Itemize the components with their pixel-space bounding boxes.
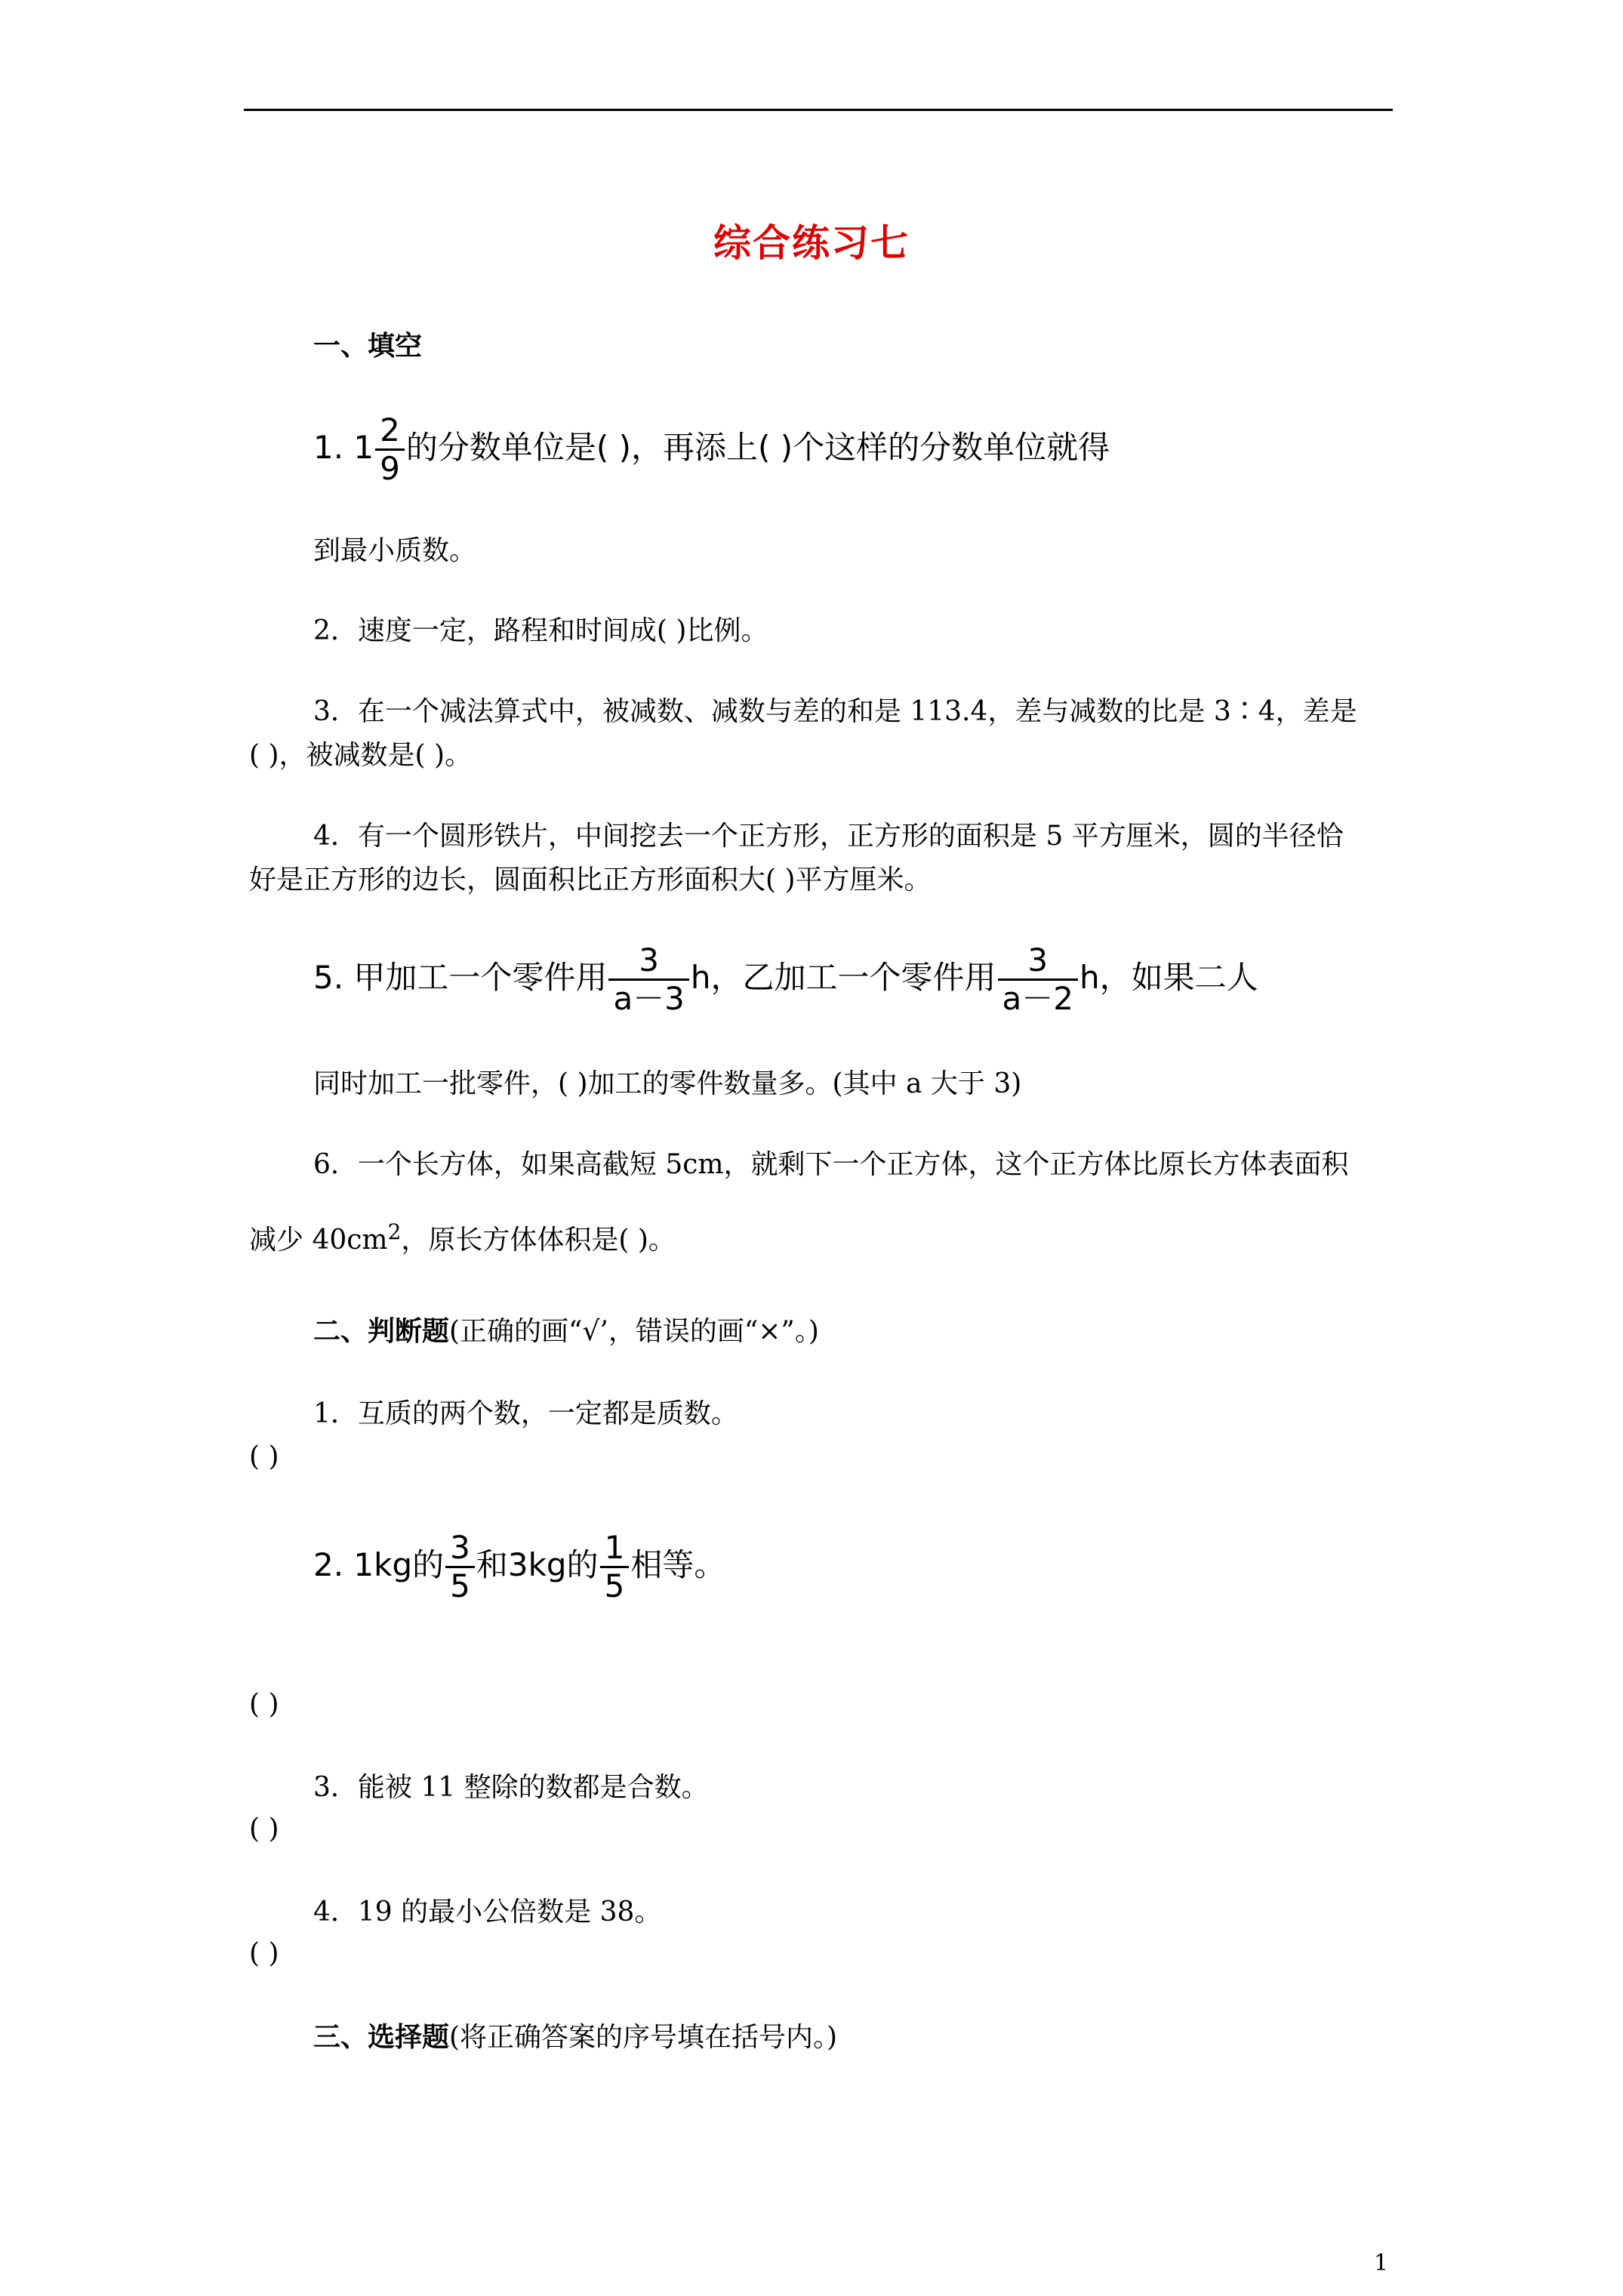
- q1-fraction-numerator: 2: [375, 414, 405, 451]
- question-fill-4-line1: 4．有一个圆形铁片，中间挖去一个正方形，正方形的面积是 5 平方厘米，圆的半径恰: [313, 821, 1344, 852]
- judge2-fraction-1-numerator: 3: [445, 1531, 475, 1568]
- q6-line2-prefix: 减少 40cm: [249, 1225, 388, 1256]
- q1-prefix: 1. 1: [313, 429, 374, 467]
- answer-blank-judge-3: ( ): [249, 1814, 279, 1845]
- q1-fraction-denominator: 9: [380, 450, 400, 488]
- q5-middle: h，乙加工一个零件用: [690, 959, 996, 997]
- section-fill-heading: 一、填空: [313, 330, 423, 362]
- q5-suffix: h，如果二人: [1079, 959, 1258, 997]
- judge2-fraction-2: [600, 1531, 630, 1603]
- q5-fraction-1: [608, 942, 688, 1018]
- judge2-middle: 和3kg的: [476, 1546, 599, 1584]
- question-judge-2: [313, 1531, 725, 1603]
- q1-fraction: [375, 411, 405, 488]
- q6-line2-suffix: ，原长方体体积是( )。: [401, 1225, 676, 1256]
- question-fill-3-line1: 3．在一个减法算式中，被减数、减数与差的和是 113.4，差与减数的比是 3∶4，差是: [313, 696, 1357, 727]
- question-fill-4-line2: 好是正方形的边长，圆面积比正方形面积大( )平方厘米。: [249, 864, 932, 895]
- question-fill-1-continuation: 到最小质数。: [313, 535, 477, 566]
- q6-superscript: 2: [387, 1219, 402, 1244]
- judge2-suffix: 相等。: [630, 1546, 726, 1584]
- question-fill-6-line2: [249, 1219, 676, 1256]
- answer-blank-judge-2: ( ): [249, 1689, 279, 1720]
- q5-fraction-1-numerator: 3: [608, 944, 688, 981]
- section-judge-heading-instructions: (正确的画“√’，错误的画“×”。): [449, 1316, 819, 1347]
- question-judge-3: 3．能被 11 整除的数都是合数。: [313, 1772, 709, 1803]
- q5-fraction-2-denominator: a－2: [1002, 980, 1073, 1018]
- question-fill-5-continuation: 同时加工一批零件，( )加工的零件数量多。(其中 a 大于 3): [313, 1068, 1022, 1099]
- question-fill-5: [313, 942, 1258, 1018]
- q5-prefix: 5. 甲加工一个零件用: [313, 959, 608, 997]
- page-number: 1: [1374, 2250, 1389, 2276]
- question-fill-6-line1: 6．一个长方体，如果高截短 5cm，就剩下一个正方体，这个正方体比原长方体表面积: [313, 1149, 1349, 1180]
- judge2-fraction-2-numerator: 1: [600, 1531, 630, 1568]
- header-rule: [244, 109, 1393, 111]
- page-title: 综合练习七: [713, 220, 910, 265]
- section-choice-heading-bold: 三、选择题: [313, 2021, 450, 2053]
- question-fill-1: [313, 411, 1110, 488]
- question-fill-3-line2: ( )，被减数是( )。: [249, 740, 473, 771]
- answer-blank-judge-1: ( ): [249, 1441, 279, 1472]
- q5-fraction-2-numerator: 3: [998, 944, 1078, 981]
- judge2-fraction-1-denominator: 5: [450, 1567, 470, 1605]
- q5-fraction-2: [998, 942, 1078, 1018]
- section-judge-heading: [313, 1315, 819, 1347]
- judge2-prefix: 2. 1kg的: [313, 1546, 445, 1584]
- question-fill-2: 2．速度一定，路程和时间成( )比例。: [313, 615, 768, 646]
- answer-blank-judge-4: ( ): [249, 1938, 279, 1969]
- question-judge-4: 4．19 的最小公倍数是 38。: [313, 1897, 662, 1928]
- question-judge-1: 1．互质的两个数，一定都是质数。: [313, 1398, 738, 1429]
- q1-suffix: 的分数单位是( )，再添上( )个这样的分数单位就得: [405, 429, 1110, 467]
- q5-fraction-1-denominator: a－3: [613, 980, 685, 1018]
- section-choice-heading: [313, 2023, 837, 2051]
- section-judge-heading-bold: 二、判断题: [313, 1315, 450, 1347]
- section-choice-heading-instructions: (将正确答案的序号填在括号内。): [449, 2022, 838, 2053]
- judge2-fraction-1: [445, 1531, 475, 1603]
- judge2-fraction-2-denominator: 5: [604, 1567, 625, 1605]
